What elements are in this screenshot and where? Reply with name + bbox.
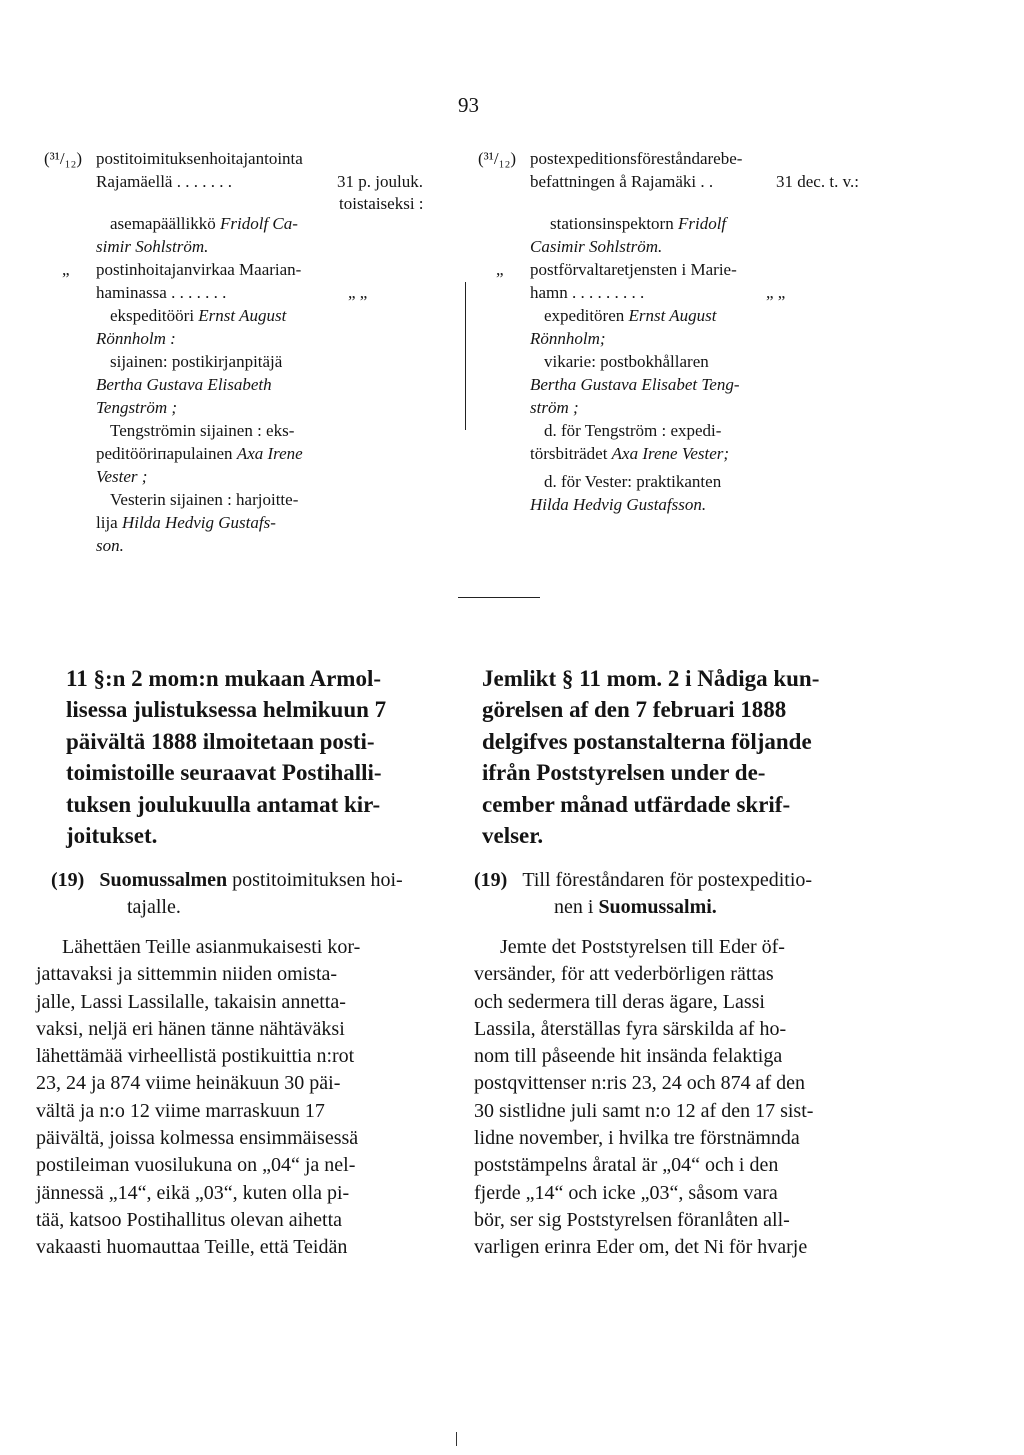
finnish-letter-heading: (19) Suomussalmen postitoimituksen hoi- tajalle. [51,869,403,919]
right-line: d. för Vester: praktikanten [544,472,722,491]
text-line: lisessa julistuksessa helmikuun 7 [66,697,387,723]
text-line: Lassila, återställas fyra särskilda af ho- [474,1017,787,1040]
right-line: expeditören Ernst August [544,306,717,325]
text-line: cember månad utfärdade skrif- [482,791,791,817]
right-line: Casimir Sohlström. [530,237,663,256]
left-line: lija Hilda Hedvig Gustafs- [96,513,276,532]
page-number: 93 [458,93,479,117]
ditto-mark: „ [62,260,70,279]
right-line: ström ; [530,398,579,417]
right-line: postexpeditionsföreståndarebe- [530,149,743,168]
right-line: Rönnholm; [530,329,606,348]
text-line: lidne november, i hvilka tre förstnämnda [474,1127,800,1150]
text-line: postileiman vuosilukuna on „04“ ja nel- [36,1154,356,1177]
left-line: Rönnholm : [96,329,176,348]
text-line: velser. [482,823,544,849]
text-line: päivältä, joissa kolmessa ensimmäisessä [36,1127,359,1150]
finnish-intro [66,663,386,851]
text-line: vältä ja n:o 12 viime marraskuun 17 [36,1099,325,1122]
text-line: 23, 24 ja 874 viime heinäkuun 30 päi- [36,1072,341,1095]
right-line: Hilda Hedvig Gustafsson. [530,495,707,514]
text-line: versänder, för att vederbörligen rättas [474,963,774,986]
left-line: Tengström ; [96,398,178,417]
left-line: haminassa . . . . . . . [96,283,227,302]
text-line: och sedermera till deras ägare, Lassi [474,990,765,1013]
swedish-intro [482,663,819,851]
text-line: joitukset. [66,823,158,849]
text-line: tää, katsoo Postihallitus olevan aihetta [36,1208,343,1231]
right-date: 31 dec. t. v.: [776,172,859,191]
text-line: tuksen joulukuulla antamat kir- [66,791,381,817]
left-date-note: toistaiseksi : [339,194,424,213]
text-line: ifrån Poststyrelsen under de- [482,760,766,786]
text-line: Jemte det Poststyrelsen till Eder öf- [500,936,785,958]
ditto-mark: „ „ [766,283,786,302]
text-line: nom till påseende hit insända felaktiga [474,1045,783,1068]
left-line: Tengströmin sijainen : eks- [110,421,295,440]
text-line: 11 §:n 2 mom:n mukaan Armol- [66,666,381,691]
left-line: son. [96,536,124,555]
left-line: ekspeditööri Ernst August [110,306,287,325]
left-line: simir Sohlström. [96,237,209,256]
text-line: postqvittenser n:ris 23, 24 och 874 af den [474,1072,806,1095]
right-ref: (³¹/₁₂) [478,149,517,168]
text-line: jattavaksi ja sittemmin niiden omista- [36,963,338,986]
text-line: 30 sistlidne juli samt n:o 12 af den 17 sist- [474,1099,814,1122]
ditto-mark: „ „ [348,283,368,302]
left-line: Bertha Gustava Elisabeth [96,375,272,394]
right-line: törsbiträdet Axa Irene Vester; [530,444,730,463]
left-line: sijainen: postikirjanpitäjä [110,352,283,371]
right-line: stationsinspektorn Fridolf [550,214,727,233]
right-line: Bertha Gustava Elisabet Teng- [530,375,740,394]
swedish-letter-body [474,934,813,1262]
ditto-mark: „ [496,260,504,279]
text-line: görelsen af den 7 februari 1888 [482,697,787,723]
text-line: bör, ser sig Poststyrelsen föranlåten all- [474,1208,790,1231]
text-line: Jemlikt § 11 mom. 2 i Nådiga kun- [482,666,820,691]
left-line: postinhoitajanvirkaa Maarian- [96,260,302,279]
left-line: Vesterin sijainen : harjoitte- [110,490,299,509]
text-line: vakaasti huomauttaa Teille, että Teidän [36,1236,348,1259]
text-line: jalle, Lassi Lassilalle, takaisin annetta- [36,990,346,1013]
left-line: peditööriпapulainen Axa Irene [96,444,303,463]
left-date: 31 p. jouluk. [337,172,423,191]
column-divider [465,282,466,430]
right-line: hamn . . . . . . . . . [530,283,645,302]
text-line: toimistoille seuraavat Postihalli- [66,760,382,786]
left-line: postitoimituksenhoitajantointa [96,149,303,168]
section-rule [458,597,540,598]
right-line: postförvaltaretjensten i Marie- [530,260,737,279]
left-line: Vester ; [96,467,148,486]
left-line: Rajamäellä . . . . . . . [96,172,232,191]
right-line: vikarie: postbokhållaren [544,352,709,371]
text-line: jännessä „14“, eikä „03“, kuten olla pi- [36,1181,350,1204]
text-line: delgifves postanstalterna följande [482,728,812,754]
text-line: varligen erinra Eder om, det Ni för hvarje [474,1236,808,1259]
right-line: d. för Tengström : expedi- [544,421,722,440]
text-line: lähettämää virheellistä postikuittia n:rot [36,1045,355,1068]
swedish-letter-heading: (19) Till föreståndaren för postexpeditio- nen i Suomussalmi. [474,869,813,919]
text-line: päivältä 1888 ilmoitetaan posti- [66,728,375,754]
column-mark [456,1432,457,1446]
text-line: fjerde „14“ och icke „03“, såsom vara [474,1181,778,1204]
text-line: vaksi, neljä eri hänen tänne nähtäväksi [36,1017,345,1040]
right-line: befattningen å Rajamäki . . [530,172,714,191]
left-ref: (³¹/₁₂) [44,149,83,168]
text-line: Lähettäen Teille asianmukaisesti kor- [62,936,361,958]
left-line: asemapäällikkö Fridolf Ca- [110,214,298,233]
finnish-letter-body [36,934,360,1262]
text-line: poststämpelns åratal är „04“ och i den [474,1154,779,1177]
